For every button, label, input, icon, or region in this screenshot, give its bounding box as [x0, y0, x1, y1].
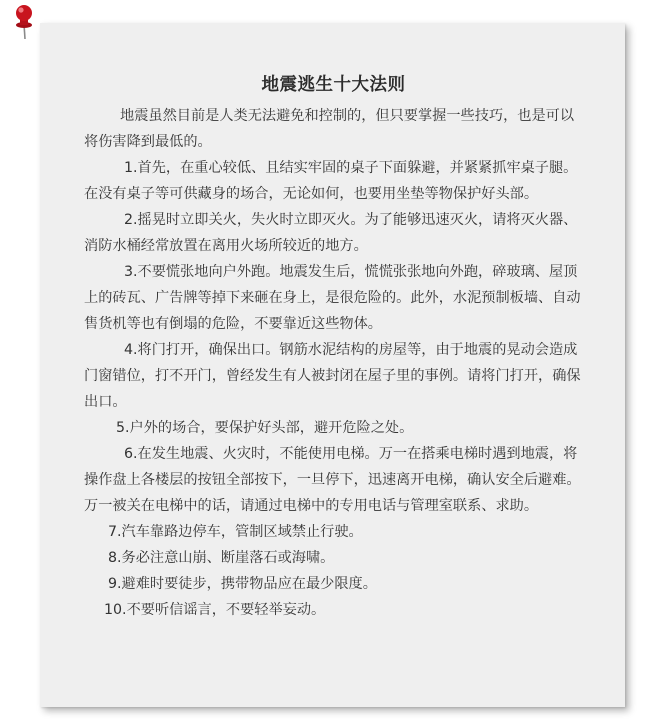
rule-item-1: 1.首先，在重心较低、且结实牢固的桌子下面躲避，并紧紧抓牢桌子腿。在没有桌子等可供藏身的场合，无论如何，也要用坐垫等物保护好头部。	[84, 160, 578, 202]
rule-item-6: 6.在发生地震、火灾时，不能使用电梯。万一在搭乘电梯时遇到地震，将操作盘上各楼层的按钮全部按下，一旦停下，迅速离开电梯，确认安全后避难。万一被关在电梯中的话，请通过电梯中的专用电话与管理室联系、求助。	[84, 446, 581, 514]
intro-paragraph: 地震虽然目前是人类无法避免和控制的，但只要掌握一些技巧，也是可以将伤害降到最低的。	[84, 108, 575, 150]
rule-item-7: 7.汽车靠路边停车，管制区域禁止行驶。	[108, 524, 363, 540]
rule-item-9: 9.避难时要徒步，携带物品应在最少限度。	[108, 576, 377, 592]
push-pin-icon	[12, 4, 36, 40]
rule-item-3: 3.不要慌张地向户外跑。地震发生后，慌慌张张地向外跑，碎玻璃、屋顶上的砖瓦、广告牌等掉下来砸在身上，是很危险的。此外，水泥预制板墙、自动售货机等也有倒塌的危险，不要靠近这些物体。	[84, 264, 581, 332]
article-card	[40, 23, 625, 707]
rule-item-8: 8.务必注意山崩、断崖落石或海啸。	[108, 550, 335, 566]
rule-item-2: 2.摇晃时立即关火，失火时立即灭火。为了能够迅速灭火，请将灭火器、消防水桶经常放置在离用火场所较近的地方。	[84, 212, 578, 254]
rule-item-5: 5.户外的场合，要保护好头部，避开危险之处。	[116, 420, 414, 436]
rule-item-10: 10.不要听信谣言，不要轻举妄动。	[104, 602, 326, 618]
rule-item-4: 4.将门打开，确保出口。钢筋水泥结构的房屋等，由于地震的晃动会造成门窗错位，打不开门，曾经发生有人被封闭在屋子里的事例。请将门打开，确保出口。	[84, 342, 581, 410]
article-title: 地震逃生十大法则	[261, 75, 406, 95]
